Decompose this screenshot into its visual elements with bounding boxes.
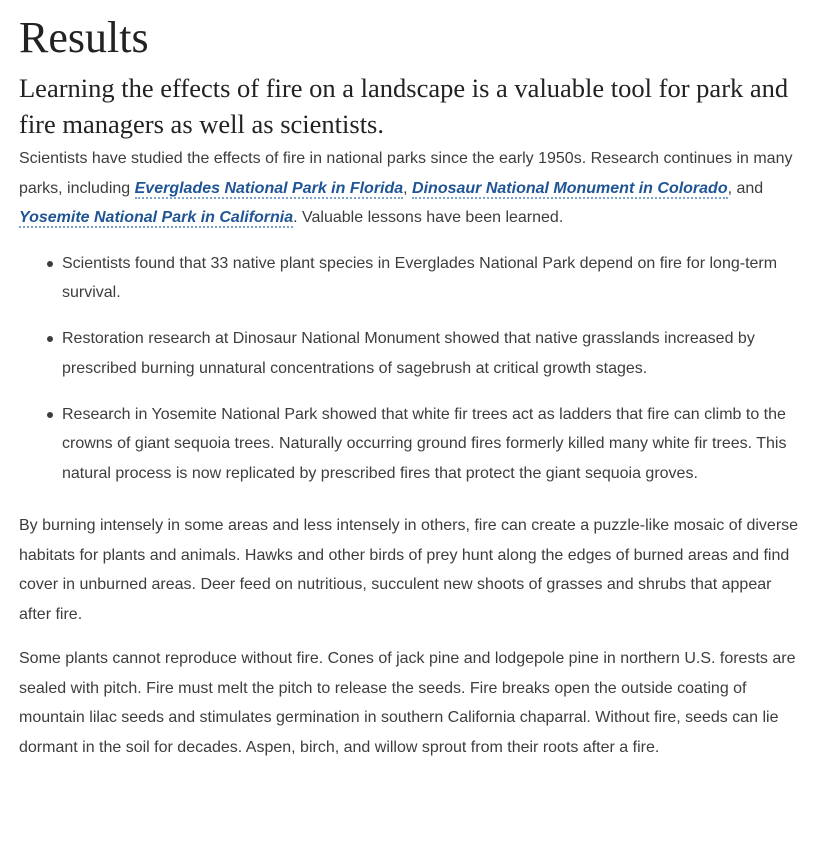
intro-paragraph [19, 144, 803, 233]
page-subtitle: Learning the effects of fire on a landscape is a valuable tool for park and fire managers as well as scientists. [19, 73, 789, 139]
finding-item-dinosaur [62, 324, 803, 384]
results-section [19, 10, 803, 762]
finding-text: Restoration research at Dinosaur National Monument showed that native grasslands increased by prescribed burning unnatural concentrations of sagebrush at critical growth stages. [62, 330, 755, 377]
bullet-icon [47, 336, 53, 342]
intro-separator-2: , and [727, 179, 764, 197]
bullet-icon [47, 261, 53, 267]
intro-text-start: Scientists have studied the effects of fire in national parks since the early 1950s. Research continues in many parks, including [19, 150, 793, 197]
link-everglades[interactable]: Everglades National Park in Florida [134, 179, 404, 197]
findings-list [19, 249, 803, 490]
finding-text: Scientists found that 33 native plant species in Everglades National Park depend on fire for long-term survival. [62, 254, 778, 302]
fire-reproduction-paragraph: Some plants cannot reproduce without fire. Cones of jack pine and lodgepole pine in northern U.S. forests are sealed with pitch. Fire must melt the pitch to release the seeds. Fire breaks open the outside coating of mountain lilac seeds and stimulates germination in southern California chaparral. Without fire, seeds can lie dormant in the soil for decades. Aspen, birch, and willow sprout from their roots after a fire. [19, 650, 796, 756]
intro-text-end: . Valuable lessons have been learned. [293, 209, 564, 226]
link-yosemite[interactable]: Yosemite National Park in California [19, 209, 294, 226]
page-title: Results [19, 13, 149, 62]
finding-item-everglades [62, 249, 803, 309]
finding-text: Research in Yosemite National Park showed that white fir trees act as ladders that fire can climb to the crowns of giant sequoia trees. Naturally occurring ground fires formerly killed many white fir trees. This natural process is now replicated by prescribed fires that protect the giant sequoia groves. [62, 405, 787, 483]
habitat-mosaic-paragraph: By burning intensely in some areas and less intensely in others, fire can create a puzzle-like mosaic of diverse habitats for plants and animals. Hawks and other birds of prey hunt along the edges of burned areas and find cover in unburned areas. Deer feed on nutritious, succulent new shoots of grasses and shrubs that appear after fire. [19, 517, 799, 623]
bullet-icon [47, 412, 53, 418]
intro-separator-1: , [403, 179, 413, 197]
link-dinosaur[interactable]: Dinosaur National Monument in Colorado [412, 179, 728, 197]
finding-item-yosemite [62, 400, 803, 489]
